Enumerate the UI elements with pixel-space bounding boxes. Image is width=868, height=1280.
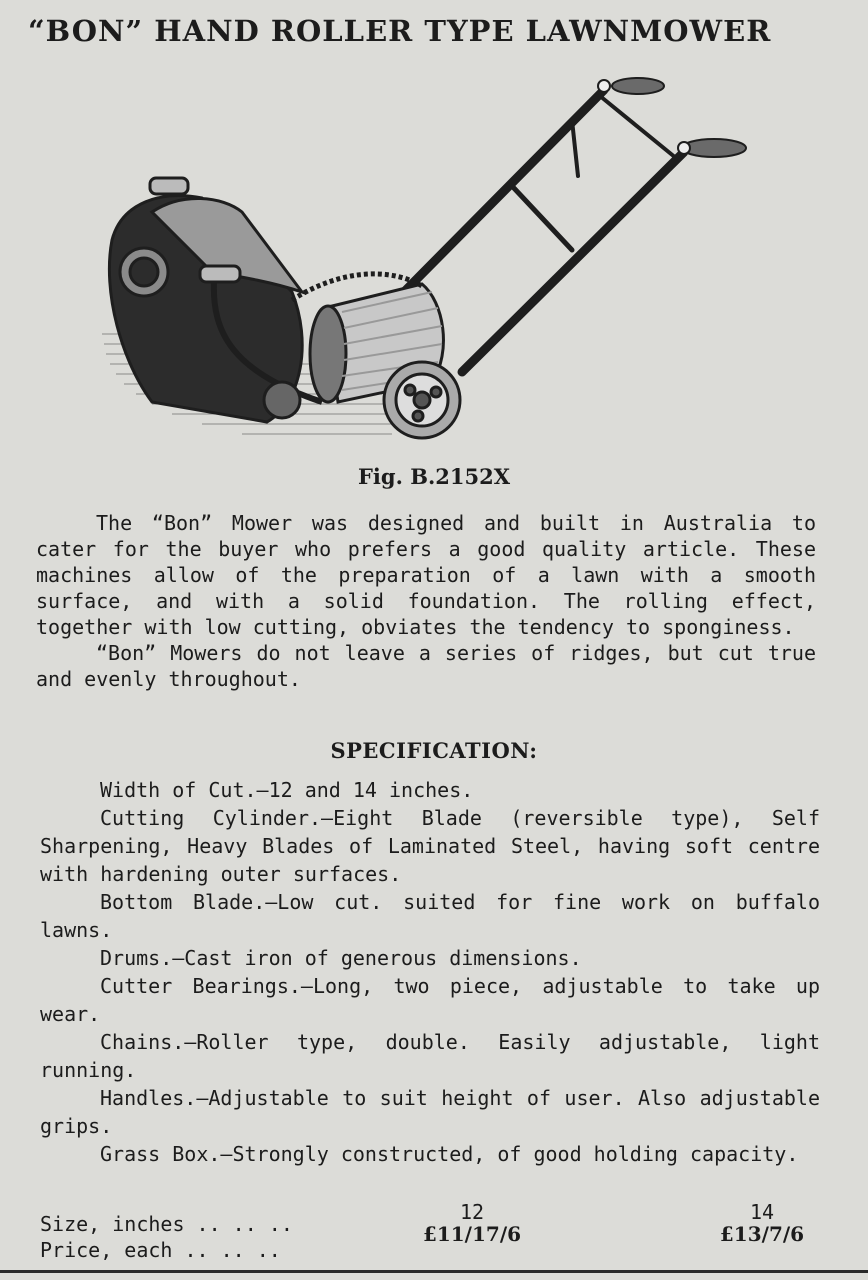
spec-item: Drums.—Cast iron of generous dimensions. (100, 946, 582, 970)
specification-heading: SPECIFICATION: (330, 738, 538, 763)
description-paragraph: “Bon” Mowers do not leave a series of ridges, but cut true and evenly throughout. (36, 641, 816, 691)
figure-caption: Fig. B.2152X (358, 464, 510, 489)
size-value: 12 (459, 1200, 485, 1224)
lawnmower-illustration (92, 72, 772, 452)
page-title: “BON” HAND ROLLER TYPE LAWNMOWER (28, 14, 772, 48)
description (36, 510, 816, 692)
spec-item: Grass Box.—Strongly constructed, of good holding capacity. (100, 1142, 799, 1166)
spec-item: Chains.—Roller type, double. Easily adjustable, light running. (40, 1030, 820, 1082)
size-value: 14 (749, 1200, 775, 1224)
price-value: £11/17/6 (422, 1222, 522, 1246)
bottom-rule (0, 1270, 868, 1273)
spec-item: Bottom Blade.—Low cut. suited for fine work on buffalo lawns. (40, 890, 820, 942)
spec-item: Width of Cut.—12 and 14 inches. (100, 778, 474, 802)
spec-item: Handles.—Adjustable to suit height of user. Also adjustable grips. (40, 1086, 820, 1138)
spec-item: Cutter Bearings.—Long, two piece, adjustable to take up wear. (40, 974, 820, 1026)
price-table (40, 1196, 830, 1272)
description-paragraph: The “Bon” Mower was designed and built in Australia to cater for the buyer who prefers a good quality article. These machines allow of the preparation of a lawn with a smooth surface, and with a solid foundation. The rolling effect, together with low cutting, obviates the tendency to sponginess. (36, 511, 816, 639)
price-value: £13/7/6 (719, 1222, 805, 1246)
spec-item: Cutting Cylinder.—Eight Blade (reversible type), Self Sharpening, Heavy Blades of Laminated Steel, having soft centre with hardening outer surfaces. (40, 806, 820, 886)
size-label: Size, inches .. .. .. (40, 1212, 293, 1236)
price-label: Price, each .. .. .. (40, 1238, 281, 1262)
specification-list (40, 776, 820, 1168)
